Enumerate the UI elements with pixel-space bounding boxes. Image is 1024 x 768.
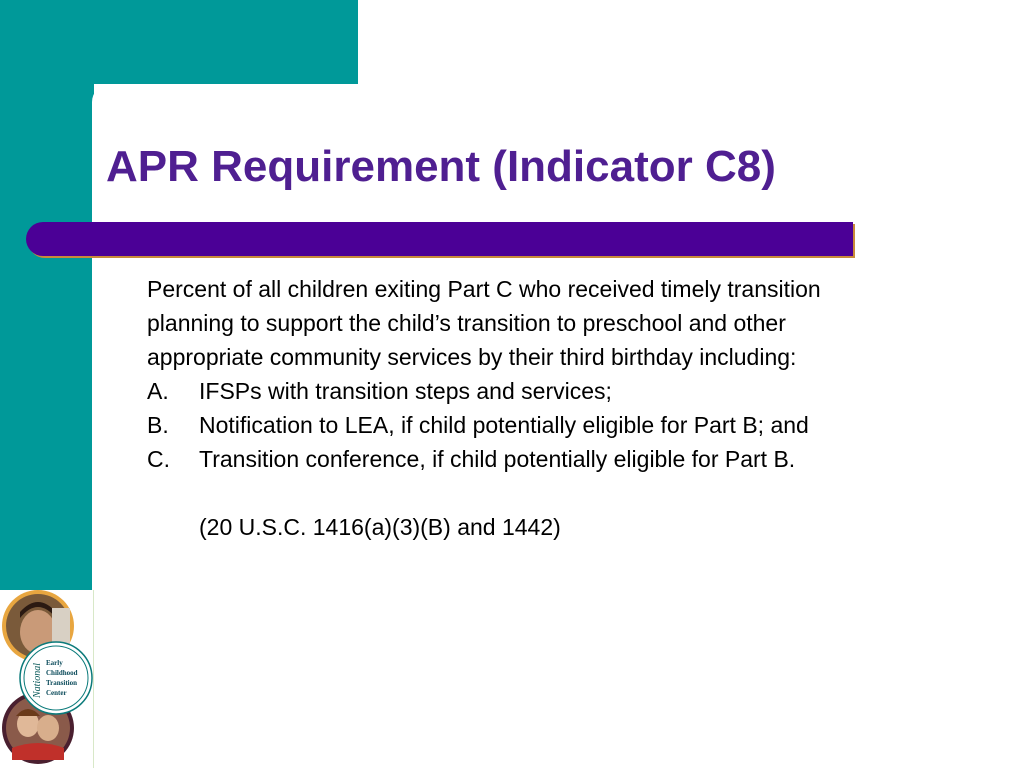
list-item-text: Transition conference, if child potentially eligible for Part B. [199, 446, 796, 472]
list-item-text: Notification to LEA, if child potentially eligible for Part B; and [199, 412, 809, 438]
intro-paragraph: Percent of all children exiting Part C who received timely transition planning to support the child’s transition to preschool and other appropriate community services by their third birthday including: [147, 276, 821, 370]
list-item [147, 442, 877, 476]
title-underline-bar [26, 222, 853, 256]
legal-citation: (20 U.S.C. 1416(a)(3)(B) and 1442) [199, 514, 561, 540]
logo-vertical-word: National [32, 662, 43, 698]
list-item-letter: A. [147, 378, 169, 404]
list-item-text: IFSPs with transition steps and services; [199, 378, 612, 404]
list-item [147, 408, 877, 442]
slide-body [147, 272, 877, 544]
slide-title: APR Requirement (Indicator C8) [106, 142, 776, 191]
list-item-letter: C. [147, 446, 170, 472]
nectc-logo [0, 588, 94, 768]
logo-line: Center [46, 689, 67, 697]
list-item-letter: B. [147, 412, 169, 438]
logo-line: Transition [46, 679, 77, 687]
list-item [147, 374, 877, 408]
teal-side-strip [0, 0, 94, 590]
logo-line: Childhood [46, 669, 78, 677]
logo-line: Early [46, 659, 63, 667]
center-badge [20, 642, 92, 714]
